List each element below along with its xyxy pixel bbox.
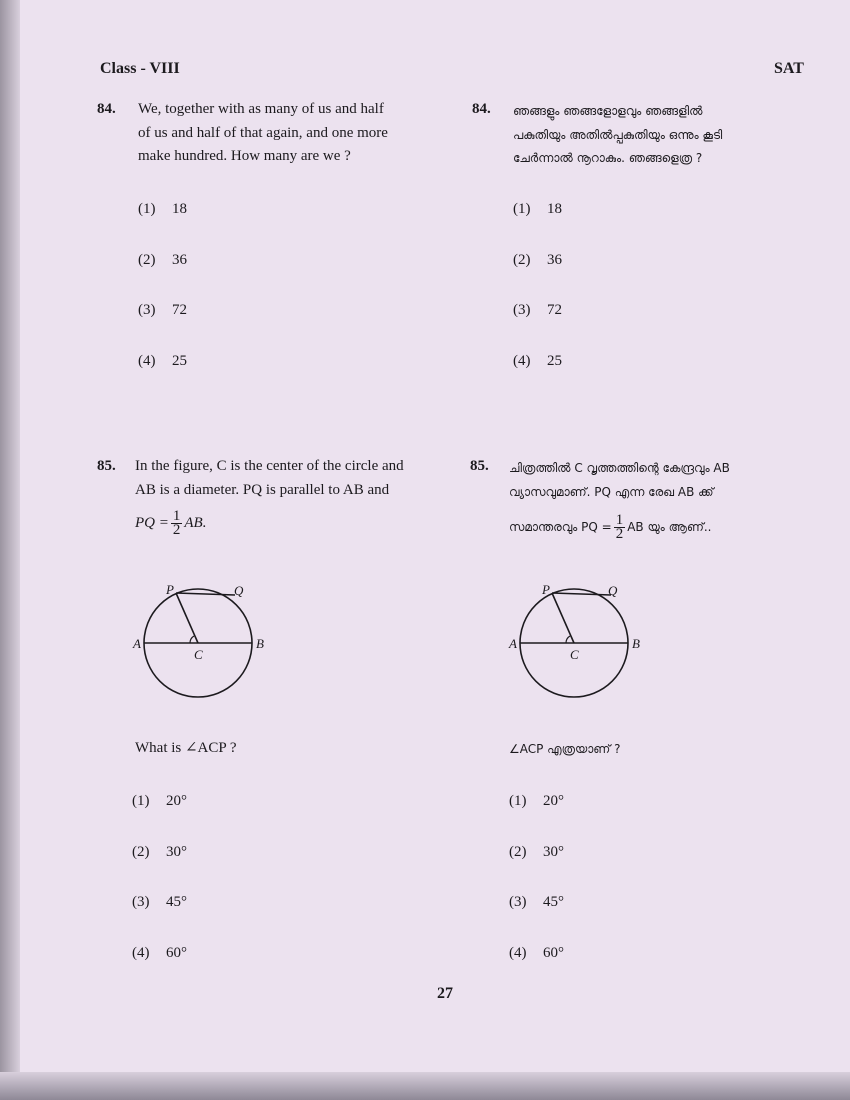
q85-formula-en: PQ = $\frac{1}{2}$ AB. <box>135 508 207 538</box>
exam-label: SAT <box>774 60 804 77</box>
label-p: P <box>542 582 550 597</box>
label-q: Q <box>608 583 618 598</box>
q85-option-en-4: (4) 60° <box>132 945 187 961</box>
label-a: A <box>133 636 141 651</box>
q84-text-en-line: make hundred. How many are we ? <box>138 148 351 164</box>
q85-number-en: 85. <box>97 458 116 474</box>
q85-text-en-line: AB is a diameter. PQ is parallel to AB and <box>135 481 390 498</box>
q85-text-ml-line: ചിത്രത്തിൽ C വൃത്തത്തിന്റെ കേന്ദ്രവും AB <box>509 461 730 475</box>
circle-figure-en <box>130 580 270 705</box>
label-a: A <box>509 636 517 651</box>
q84-option-ml-4: (4) 25 <box>513 353 562 369</box>
q84-option-en-2: (2) 36 <box>138 252 187 268</box>
q85-option-en-1: (1) 20° <box>132 793 187 809</box>
page-number: 27 <box>437 985 453 1002</box>
q85-text-ml-line: വ്യാസവുമാണ്. PQ എന്ന രേഖ AB ക്ക് <box>509 484 714 499</box>
q85-option-ml-2: (2) 30° <box>509 844 564 860</box>
label-q: Q <box>234 583 244 598</box>
q85-formula-ml: സമാന്തരവും PQ = $\frac{1}{2}$ AB യും ആണ്.. <box>509 512 712 542</box>
q85-text-en-line: In the figure, C is the center of the circle and <box>135 458 404 474</box>
q84-option-ml-2: (2) 36 <box>513 252 562 268</box>
q84-option-en-1: (1) 18 <box>138 201 187 217</box>
label-b: B <box>256 636 264 651</box>
q85-option-en-2: (2) 30° <box>132 844 187 860</box>
circle-figure-ml <box>506 580 646 705</box>
q84-number-en: 84. <box>97 101 116 117</box>
q84-option-ml-3: (3) 72 <box>513 302 562 318</box>
label-c: C <box>570 647 579 662</box>
q85-question-en: What is ∠ACP ? <box>135 740 237 756</box>
class-label: Class - VIII <box>100 60 180 77</box>
q84-text-ml-line: പകുതിയും അതിൽപ്പകുതിയും ഒന്നും കൂടി <box>513 127 723 142</box>
q84-number-ml: 84. <box>472 101 491 117</box>
q85-number-ml: 85. <box>470 458 489 474</box>
q85-option-ml-4: (4) 60° <box>509 945 564 961</box>
q84-option-ml-1: (1) 18 <box>513 201 562 217</box>
label-c: C <box>194 647 203 662</box>
q85-option-ml-1: (1) 20° <box>509 793 564 809</box>
q85-text-ml <box>509 457 819 504</box>
q84-text-ml <box>513 100 813 171</box>
q84-text-ml-line: ഞങ്ങളും ഞങ്ങളോളവും ഞങ്ങളിൽ <box>513 104 703 118</box>
page-bottom-edge <box>0 1072 850 1100</box>
q84-text-ml-line: ചേർന്നാൽ നൂറാകും. ഞങ്ങളെത്ര ? <box>513 151 703 165</box>
q84-text-en <box>138 98 438 169</box>
q85-option-en-3: (3) 45° <box>132 894 187 910</box>
q84-option-en-3: (3) 72 <box>138 302 187 318</box>
q85-option-ml-3: (3) 45° <box>509 894 564 910</box>
q84-text-en-line: of us and half of that again, and one more <box>138 124 388 141</box>
label-p: P <box>166 582 174 597</box>
q84-option-en-4: (4) 25 <box>138 353 187 369</box>
q85-question-ml: ∠ACP എത്രയാണ് ? <box>509 742 621 756</box>
label-b: B <box>632 636 640 651</box>
q85-text-en <box>135 455 445 502</box>
page-left-edge <box>0 0 20 1100</box>
q84-text-en-line: We, together with as many of us and half <box>138 101 384 117</box>
